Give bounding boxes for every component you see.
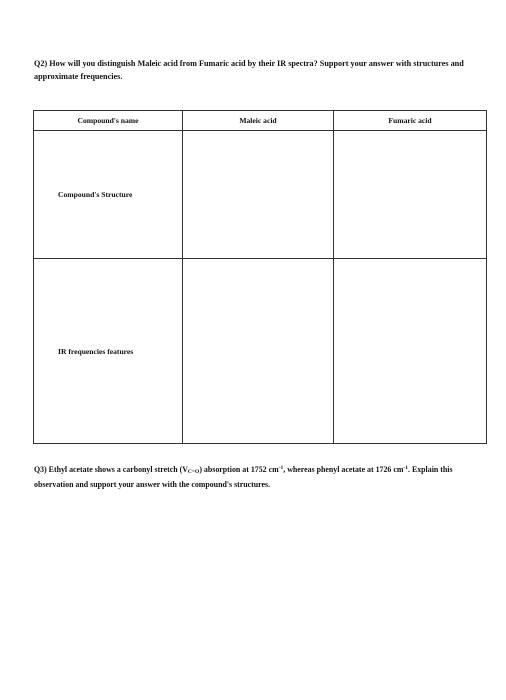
table-header-row — [34, 111, 487, 131]
q3-part1: Q3) Ethyl acetate shows a carbonyl stretch (V — [34, 465, 188, 474]
cell-fumaric-ir[interactable] — [334, 259, 487, 444]
cell-maleic-ir[interactable] — [183, 259, 334, 444]
comparison-table — [33, 110, 487, 444]
header-maleic-acid: Maleic acid — [183, 111, 334, 131]
cell-fumaric-structure[interactable] — [334, 131, 487, 259]
table-row-structure — [34, 131, 487, 259]
q3-sup1: -1 — [278, 465, 284, 471]
q3-part3: , whereas phenyl acetate at 1726 cm — [283, 465, 404, 474]
q3-part4: . Explain this observation and support your answer with the compound's structures. — [34, 465, 453, 489]
row-label-ir: IR frequencies features — [34, 259, 183, 444]
header-fumaric-acid: Fumaric acid — [334, 111, 487, 131]
question-2-text: Q2) How will you distinguish Maleic acid from Fumaric acid by their IR spectra? Support your answer with structures and approximate frequencies. — [34, 59, 464, 81]
table-row-ir — [34, 259, 487, 444]
row-label-structure: Compound's Structure — [34, 131, 183, 259]
q3-sup2: -1 — [403, 465, 409, 471]
question-3-text — [34, 462, 479, 491]
q3-part2: ) absorption at 1752 cm — [199, 465, 279, 474]
cell-maleic-structure[interactable] — [183, 131, 334, 259]
q3-subscript: C=O — [187, 469, 200, 475]
header-compound-name: Compound's name — [34, 111, 183, 131]
